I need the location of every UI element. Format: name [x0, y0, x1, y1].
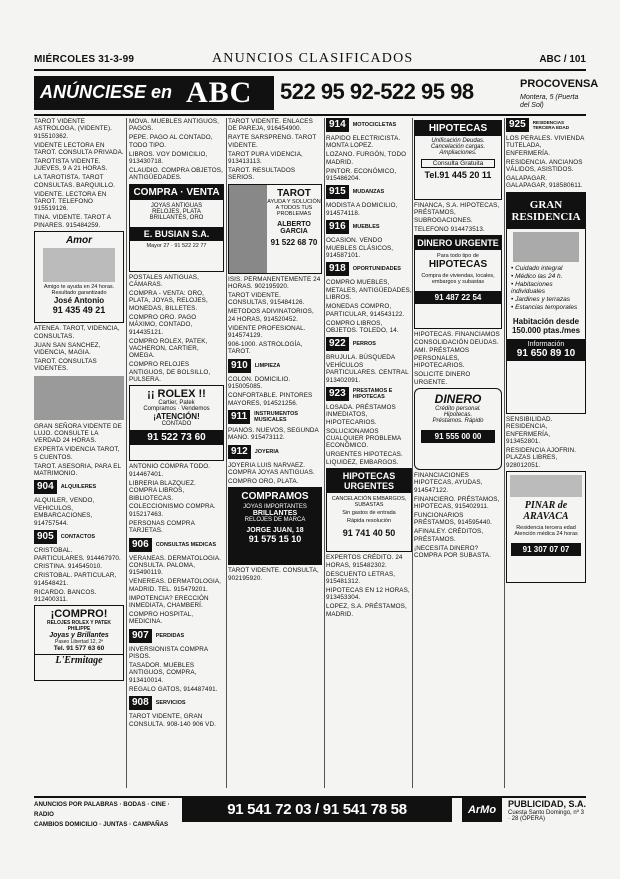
ad-phone: 91 555 00 00 — [421, 430, 495, 443]
ad-line-text: Estancias temporales — [515, 303, 578, 311]
ad-line: Cancelación cargas. — [430, 144, 486, 150]
gran-residencia-display-ad — [506, 192, 586, 414]
ad-line: ¡ATENCIÓN! — [153, 412, 200, 422]
classified-ad: JUAN SAN SANCHEZ, VIDENCIA, MAGIA. — [34, 341, 101, 356]
section-904 — [34, 480, 124, 494]
classified-ad: TAROT VIDENTE, GRAN CONSULTA. 908-140 906 VD. — [129, 713, 216, 728]
section-number: 923 — [326, 387, 349, 401]
banner-brand: ABC — [186, 76, 253, 109]
classified-ad: SOLICITE DINERO URGENTE. — [414, 371, 471, 386]
classified-ad: ALQUILER, VENDO, VEHICULOS, EMBARCACIONES, 914757544. — [34, 497, 95, 527]
compra-venta-display-ad — [129, 184, 224, 272]
ad-name: José Antonio — [53, 296, 105, 306]
classified-ad: BRUJULA. BÚSQUEDA VEHÍCULOS PARTICULARES. CENTRAL 913402091. — [326, 354, 409, 384]
section-label: SERVICIOS — [155, 700, 186, 707]
section-906 — [129, 538, 224, 552]
column-rule — [226, 118, 227, 788]
photo-ad — [34, 376, 124, 420]
classified-ad: TAROT VIDENTE. CONSULTA, 902195920. — [228, 567, 319, 582]
classified-ad: VIDENTE LECTORA EN TAROT. CONSULTA PRIVADA. — [34, 141, 124, 157]
section-number: 906 — [129, 538, 152, 552]
classifieds-block — [34, 423, 124, 478]
ad-brand: L'Ermitage — [35, 654, 123, 666]
section-label: PERDIDAS — [155, 632, 185, 639]
classified-ad: COMPRO ORO, PLATA. — [228, 478, 299, 486]
classified-ad: VENEREAS. DERMATOLOGIA, MADRID. TEL. 915479201. — [129, 578, 221, 593]
classified-ad: COLON. DOMICILIO. 915005085. — [228, 375, 291, 391]
banner-black-block — [34, 76, 274, 110]
ad-line: Hipotecas. — [443, 411, 473, 418]
bullet-icon: • — [511, 272, 516, 280]
classified-ad: COMPRO LIBROS, OBJETOS. TOLEDO, 14. — [326, 319, 399, 334]
ad-line: Sin gastos de entrada — [342, 510, 396, 517]
classified-ad: GALAPAGAR. GALAPAGAR, 918580611. — [506, 175, 583, 190]
ad-line: Cartier, Patek — [158, 400, 195, 407]
classified-ad: FUNCIONARIOS PRÉSTAMOS, 914595440. — [414, 512, 492, 527]
classified-ad: POSTALES ANTIGUAS, CÁMARAS. — [129, 273, 199, 289]
classifieds-block — [326, 404, 412, 466]
classified-ad: VIDENTE PROFESIONAL. 914574129. — [228, 324, 306, 340]
section-number: 912 — [228, 445, 251, 459]
classified-ad: EXPERTOS CRÉDITO. 24 HORAS, 915482302. — [326, 554, 403, 569]
ad-title: DINERO URGENTE — [415, 236, 501, 250]
bullet-icon: • — [511, 264, 516, 272]
ad-line: JOYAS ANTIGUAS — [150, 202, 203, 209]
ad-title: TAROT — [277, 187, 311, 199]
classifieds-block — [228, 276, 322, 356]
footer-category-line: ANUNCIOS POR PALABRAS · BODAS · CINE · RADIO — [34, 801, 170, 818]
section-label: JOYERIA — [254, 448, 279, 455]
ad-line: Paseo Libertad 12, 2ª — [55, 639, 103, 646]
section-number: 904 — [34, 480, 57, 494]
classified-ad: CLAUDIO. COMPRA OBJETOS, ANTIGÜEDADES. — [129, 166, 223, 182]
classified-ad: SOLUCIONAMOS CUALQUIER PROBLEMA ECONÓMICO. — [326, 427, 401, 450]
footer-categories — [34, 800, 180, 828]
classified-ad: PEPE. PAGO AL CONTADO, TODO TIPO. — [129, 134, 213, 149]
ad-line: BRILLANTES, ORO — [149, 214, 204, 221]
section-910 — [228, 359, 322, 373]
ad-line: CANCELACIÓN EMBARGOS, SUBASTAS — [331, 496, 407, 509]
section-title: ANUNCIOS CLASIFICADOS — [212, 51, 414, 66]
section-number: 907 — [129, 629, 152, 643]
section-label: MUDANZAS — [352, 189, 385, 196]
classified-ad: CRISTOBAL. PARTICULAR, 914548421. — [34, 572, 117, 587]
banner-phones: 522 95 92-522 95 98 — [280, 79, 474, 104]
classified-ad: OCASION. VENDO MUEBLES CLÁSICOS, 914587101. — [326, 237, 394, 260]
ad-line: Rápida resolución — [346, 518, 392, 525]
classified-ad: COMPRA - VENTA: ORO, PLATA, JOYAS, RELOJES, MONEDAS, BILLETES. — [129, 290, 208, 312]
ad-illustration — [43, 248, 115, 282]
classified-ad: COLECCIONISMO COMPRA. 915217463. — [129, 503, 216, 518]
ad-line: Resultado garantizado — [51, 290, 107, 297]
classified-ad: 906-1000. ASTROLOGÍA, TAROT. — [228, 341, 303, 356]
classifieds-block — [326, 135, 412, 182]
column-3 — [228, 118, 322, 790]
ad-portrait-photo — [229, 185, 267, 273]
section-911 — [228, 410, 322, 424]
classified-ad: RICARDO. BANCOS. 912400311. — [34, 588, 97, 604]
classifieds-block — [34, 325, 124, 372]
classified-ad: IMPOTENCIA? ERECCIÓN INMEDIATA, CHAMBERÍ. — [129, 594, 209, 610]
classified-ad: TAROT PURA VIDENCIA, 913413113. — [228, 150, 303, 166]
classifieds-block — [34, 497, 124, 527]
ad-info-label: Información — [527, 340, 565, 348]
ad-line: CONTADO — [161, 421, 192, 428]
section-916 — [326, 220, 412, 234]
classified-ad: TAROTISTA VIDENTE. JUEVES, 9 A 21 HORAS. — [34, 158, 108, 173]
column-rule — [504, 118, 505, 788]
classified-ad: PERSONAS COMPRA TARJETAS. — [129, 519, 195, 535]
classified-ad: AFINALEY. CRÉDITOS, PRÉSTAMOS. — [414, 528, 484, 543]
classified-ad: ATENEA. TAROT, VIDENCIA, CONSULTAS. — [34, 325, 120, 340]
banner-anunciese: ANÚNCIESE en — [40, 82, 173, 102]
classified-ad: PIANOS. NUEVOS, SEGUNDA MANO. 915473112. — [228, 426, 319, 442]
ad-name: ALBERTO GARCIA — [277, 220, 311, 235]
column-rule — [324, 118, 325, 788]
classified-ad: EXPERTA VIDENCIA TAROT, 5 CUENTOS. — [34, 446, 120, 461]
ad-title: GRAN RESIDENCIA — [507, 193, 585, 229]
section-905 — [34, 530, 124, 544]
classified-ad: COMPRO MUEBLES, METALES, ANTIGÜEDADES, LIBROS. — [326, 279, 412, 302]
ad-big: HIPOTECAS — [428, 259, 488, 271]
classified-ad: RAYTE SARSPRENG. TAROT VIDENTE. — [228, 134, 317, 149]
classified-ad: TAROT. ASESORIA, PARA EL MATRIMONIO. — [34, 462, 121, 478]
ad-title: PINAR de ARAVACA — [523, 500, 569, 523]
section-number: 908 — [129, 696, 152, 710]
ad-line: JOYAS IMPORTANTES — [243, 504, 307, 511]
ad-address: Mayor 27 · 91 522 22 77 — [146, 242, 207, 249]
classified-ad: TAROT VIDENTE ASTROLOGA, (VIDENTE). 915510362. — [34, 118, 113, 140]
ad-line — [511, 304, 581, 311]
section-number: 910 — [228, 359, 251, 373]
classified-ad: AMI. PRÉSTAMOS PERSONALES, HIPOTECARIOS. — [414, 347, 470, 370]
ad-title: COMPRA · VENTA — [130, 185, 223, 200]
dinero-urgente-display-ad — [414, 235, 502, 329]
column-1 — [34, 118, 124, 790]
ad-line: Compra de viviendas, locales, embargos y subastas — [421, 273, 495, 286]
ad-line-text: Médico las 24 h. — [515, 272, 563, 280]
advertise-banner — [34, 74, 599, 116]
section-918 — [326, 262, 412, 276]
ad-line: Amigo te ayuda en 24 horas. — [43, 284, 115, 291]
ad-phone: 91 435 49 21 — [52, 305, 106, 316]
ad-phone: Tel.91 445 20 11 — [424, 170, 492, 180]
classified-ad: VIDENTE. LECTORA EN TAROT. TELEFONO 915519126. — [34, 190, 107, 213]
classified-ad: LOZANO. FURGÓN, TODO MADRID. — [326, 151, 407, 166]
section-label: PERROS — [352, 341, 376, 348]
classified-ad: MONEDAS COMPRO, PARTICULAR, 914543122. — [326, 303, 405, 318]
banner-agency: PROCOVENSA — [520, 78, 599, 90]
footer-category-line: CAMBIOS DOMICILIO · JUNTAS · CAMPAÑAS — [34, 821, 169, 828]
classified-ad: COMPRO HOSPITAL, MEDICINA. — [129, 610, 194, 626]
classified-ad: GRAN SEÑORA VIDENTE DE LUJO. CONSULTE LA VERDAD 24 HORAS. — [34, 422, 122, 445]
classifieds-block — [129, 274, 224, 384]
column-4 — [326, 118, 412, 790]
classified-ad: TAROT. CONSULTAS VIDENTES. — [34, 357, 97, 373]
section-914 — [326, 118, 412, 132]
banner-agency-address: Montera, 5 (Puerta del Sol) — [520, 94, 579, 109]
classifieds-block — [228, 567, 322, 582]
classifieds-block — [326, 202, 412, 217]
column-rule — [126, 118, 127, 788]
ad-line — [511, 273, 581, 280]
classifieds-block — [129, 646, 224, 693]
classifieds-block — [414, 331, 502, 386]
section-label: MUEBLES — [352, 224, 380, 231]
ad-phone: Tel. 91 577 63 60 — [53, 645, 105, 653]
classified-ad: HIPOTECAS. FINANCIAMOS CONSOLIDACIÓN DEUDAS. — [414, 331, 500, 346]
hipotecas-urgentes-display-ad — [326, 468, 412, 552]
ad-cta: Consulta Gratuita — [421, 159, 495, 168]
ad-phone: 91 522 73 60 — [130, 430, 223, 445]
classified-ad: TAROT. RESULTADOS SERIOS. — [228, 166, 296, 182]
classified-ad: CONFORTABLE. PINTORES MAYORES, 914521256. — [228, 392, 313, 407]
classifieds-block — [326, 237, 412, 259]
amor-display-ad — [34, 231, 124, 323]
ad-line: RELOJES, PLATA — [152, 208, 201, 215]
ad-title: COMPRAMOS — [241, 491, 309, 503]
bullet-icon: • — [511, 303, 516, 311]
section-number: 914 — [326, 118, 349, 132]
ad-line: AYUDA Y SOLUCIÓN — [267, 198, 321, 205]
ad-line-text: Jardines y terrazas — [515, 295, 571, 303]
section-925 — [506, 118, 586, 132]
ad-line: RELOJES DE MARCA — [244, 517, 306, 524]
ad-line: Crédito personal. — [435, 405, 481, 412]
section-915 — [326, 185, 412, 199]
compro-display-ad — [34, 605, 124, 681]
classifieds-block — [506, 135, 586, 190]
classified-ad: FINANCIERO. PRÉSTAMOS, HIPOTECAS, 915402911. — [414, 495, 500, 511]
section-label: RESIDENCIAS TERCERA EDAD — [532, 120, 570, 130]
classifieds-block — [129, 713, 224, 728]
classified-ad: MOVA. MUEBLES ANTIGUOS, PAGOS. — [129, 118, 220, 133]
ad-title: Amor — [65, 235, 93, 247]
section-923 — [326, 387, 412, 401]
classified-ad: LIBROS. VOY DOMICILIO, 913430718. — [129, 150, 208, 166]
ad-title: HIPOTECAS — [415, 121, 501, 136]
classified-ad: DESCUENTO LETRAS, 915481312. — [326, 570, 396, 585]
ad-phone: 91 487 22 54 — [415, 291, 501, 304]
classifieds-block — [326, 554, 412, 618]
tarot-display-ad — [228, 184, 322, 274]
classifieds-block — [228, 118, 322, 182]
section-number: 918 — [326, 262, 349, 276]
section-number: 905 — [34, 530, 57, 544]
section-number: 916 — [326, 220, 349, 234]
classified-ad: ISIS. PERMANENTEMENTE 24 HORAS. 902195920. — [228, 275, 321, 291]
classified-ad: FINANCA, S.A. HIPOTECAS, PRÉSTAMOS, SUBROGACIONES. — [414, 202, 500, 224]
page-footer — [34, 796, 587, 828]
classifieds-block — [129, 463, 224, 534]
section-number: 925 — [506, 118, 529, 132]
classified-ad: RESIDENCIA AJOFRIN. PLAZAS LIBRES, 928012051. — [506, 446, 577, 469]
section-908 — [129, 696, 224, 710]
ad-line: Para todo tipo de — [437, 253, 479, 260]
bullet-icon: • — [511, 295, 516, 303]
classified-ad: LOS PERALES. VIVIENDA TUTELADA, ENFERMERÍA. — [506, 135, 585, 157]
ad-line: Préstamos. Rápido — [432, 417, 484, 424]
classified-ad: LOPEZ, S.A. PRÉSTAMOS, MADRID. — [326, 603, 407, 618]
classifieds-block — [326, 354, 412, 384]
section-number: 922 — [326, 337, 349, 351]
section-label: PRESTAMOS E HIPOTECAS — [352, 387, 393, 400]
ad-line-text: Habitaciones individuales — [511, 280, 553, 295]
section-number: 911 — [228, 410, 250, 424]
classified-ad: COMPRO RELOJES ANTIGUOS, DE BOLSILLO, PULSERA. — [129, 361, 211, 384]
ad-phone: 91 522 68 70 — [270, 237, 318, 247]
ad-address: JORGE JUAN, 18 — [246, 527, 304, 535]
classified-ad: PINTOR. ECONÓMICO, 915486204. — [326, 167, 397, 183]
section-label: OPORTUNIDADES — [352, 266, 401, 273]
ad-line: Atención médica 24 horas — [514, 531, 578, 538]
page-header — [34, 51, 586, 71]
page-number: ABC / 101 — [539, 54, 586, 65]
agency-address: Cuesta Santo Domingo, nº 3 · 28 (ÓPERA) — [508, 810, 584, 822]
classifieds-block — [34, 547, 124, 603]
classifieds-block — [228, 427, 322, 442]
ad-line: Ampliaciones. — [439, 150, 477, 156]
classified-ad: REGALO GATOS, 914487491. — [129, 685, 218, 693]
column-rule — [412, 118, 413, 788]
classified-ad: TASADOR. MUEBLES ANTIGUOS, COMPRA, 913410014. — [129, 662, 197, 684]
classifieds-block — [228, 462, 322, 486]
classified-ad: HIPOTECAS EN 12 HORAS, 913453304. — [326, 586, 410, 602]
classified-ad: TAROT VIDENTE. CONSULTAS, 915484126. — [228, 292, 305, 307]
section-number: 915 — [326, 185, 349, 199]
ad-line-text: Cuidado integral — [515, 264, 563, 272]
hipotecas-display-ad — [414, 120, 502, 200]
ad-title: ¡COMPRO! — [50, 608, 108, 621]
classified-ad: LA TAROTISTA. TAROT CONSULTAS. BARQUILLO. — [34, 174, 115, 189]
classified-ad: MODISTA A DOMICILIO, 914574118. — [326, 202, 398, 217]
section-label: CONTACTOS — [60, 534, 96, 541]
classified-ad: TAROT VIDENTE. ENLACES DE PAREJA, 916454900. — [228, 118, 313, 133]
section-label: LIMPIEZA — [254, 362, 281, 369]
section-label: CONSULTAS MEDICAS — [155, 541, 216, 548]
ad-price: Habitación desde 150.000 ptas./mes — [511, 316, 581, 335]
classified-ad: INVERSIONISTA COMPRA PISOS. — [129, 645, 208, 661]
classifieds-block — [228, 376, 322, 407]
classified-ad: ANTONIO COMPRA TODO. 914467401. — [129, 463, 211, 478]
rolex-display-ad — [129, 385, 224, 461]
classified-ad: CRISTOBAL. PARTICULARES. 914467970. — [34, 547, 121, 562]
ad-line: Compramos · Vendemos — [143, 406, 210, 413]
classifieds-block — [129, 118, 224, 182]
classified-ad: COMPRO ROLEX, PATEK, VACHERON, CARTIER, OMEGA. — [129, 337, 208, 360]
classified-ad: CRISTINA. 914545010. — [34, 563, 103, 571]
section-912 — [228, 445, 322, 459]
classifieds-block — [414, 202, 502, 233]
ad-name: E. BUSIAN S.A. — [130, 227, 223, 241]
ad-title: DINERO — [434, 391, 482, 406]
ad-title: ¡¡ ROLEX !! — [147, 388, 206, 401]
column-6 — [506, 118, 586, 790]
ad-phone: 91 575 15 10 — [248, 534, 302, 545]
ad-line: Joyas y Brillantes — [49, 632, 109, 640]
agency-name: PUBLICIDAD, S.A. — [508, 799, 587, 809]
section-label: ALQUILERES — [60, 484, 97, 491]
classified-ad: TELEFONO 914473513. — [414, 225, 485, 233]
classified-ad: URGENTES HIPOTECAS. LIQUIDEZ, EMBARGOS. — [326, 451, 403, 466]
ad-phone: 91 650 89 10 — [516, 347, 576, 359]
classifieds-block — [326, 279, 412, 334]
classifieds-block — [34, 118, 124, 229]
agency-logo: ArMo — [462, 798, 502, 822]
section-label: MOTOCICLETAS — [352, 122, 397, 128]
ad-building-illustration — [513, 232, 579, 262]
classified-ad: LIBRERIA BLAZQUEZ. COMPRA LIBROS, BIBLIOTECAS. — [129, 479, 196, 502]
classified-ad: TINA. VIDENTE. TAROT A PINARES. 915484259. — [34, 214, 111, 229]
classified-ad: VERANEAS. DERMATOLOGIA. CONSULTA. PALOMA, 915490119. — [129, 554, 221, 577]
footer-phones: 91 541 72 03 / 91 541 78 58 — [182, 798, 452, 822]
ad-line: A TODOS TUS PROBLEMAS — [275, 204, 313, 217]
pinar-aravaca-display-ad — [506, 471, 586, 583]
ad-phone: 91 307 07 07 — [511, 543, 581, 556]
classified-ad: ¡NECESITA DINERO? COMPRA POR SUBASTA. — [414, 544, 492, 560]
classified-ad: RESIDENCIA. ANCIANOS VÁLIDOS, ASISTIDOS. — [506, 158, 583, 174]
ad-phone: 91 741 40 50 — [342, 528, 396, 539]
section-label: INSTRUMENTOS MUSICALES — [254, 410, 299, 423]
column-5 — [414, 118, 502, 790]
ad-line: Residencia tercera edad — [516, 525, 576, 532]
section-922 — [326, 337, 412, 351]
bullet-icon: • — [511, 280, 516, 288]
classified-ad: METODOS ADIVINATORIOS, 24 HORAS, 914520452. — [228, 308, 314, 323]
ad-line — [511, 265, 581, 272]
classifieds-block — [506, 416, 586, 469]
classified-ad: SENSIBILIDAD. RESIDENCIA, ENFERMERÍA, 913452801. — [506, 415, 553, 446]
ad-line: RELOJES ROLEX Y PATEK PHILIPPE — [46, 620, 112, 633]
classified-ad: RAPIDO ELECTRICISTA. MONTA LOPEZ. — [326, 135, 401, 150]
classified-ad: LOSADA. PRÉSTAMOS INMEDIATOS, HIPOTECARIOS. — [326, 403, 396, 426]
issue-date: MIÉRCOLES 31-3-99 — [34, 54, 135, 65]
column-2 — [129, 118, 224, 790]
ad-title: HIPOTECAS URGENTES — [327, 469, 411, 493]
classified-ad: JOYERIA LUIS NARVAEZ. COMPRA JOYAS ANTIGUAS. — [228, 461, 315, 477]
dinero-display-ad — [414, 388, 502, 470]
compramos-display-ad — [228, 487, 322, 565]
classifieds-block — [129, 555, 224, 626]
section-907 — [129, 629, 224, 643]
ad-line: BRILLANTES — [252, 510, 298, 518]
classified-ad: FINANCIACIONES HIPOTECAS, AYUDAS, 914547122. — [414, 471, 483, 494]
classified-ad: COMPRO ORO. PAGO MÁXIMO, CONTADO, 914435121. — [129, 313, 197, 336]
classifieds-block — [414, 472, 502, 559]
ad-illustration — [510, 475, 582, 497]
ad-line — [511, 296, 581, 303]
ad-line: Unificación Deudas. — [431, 138, 485, 144]
ad-line — [511, 281, 581, 295]
